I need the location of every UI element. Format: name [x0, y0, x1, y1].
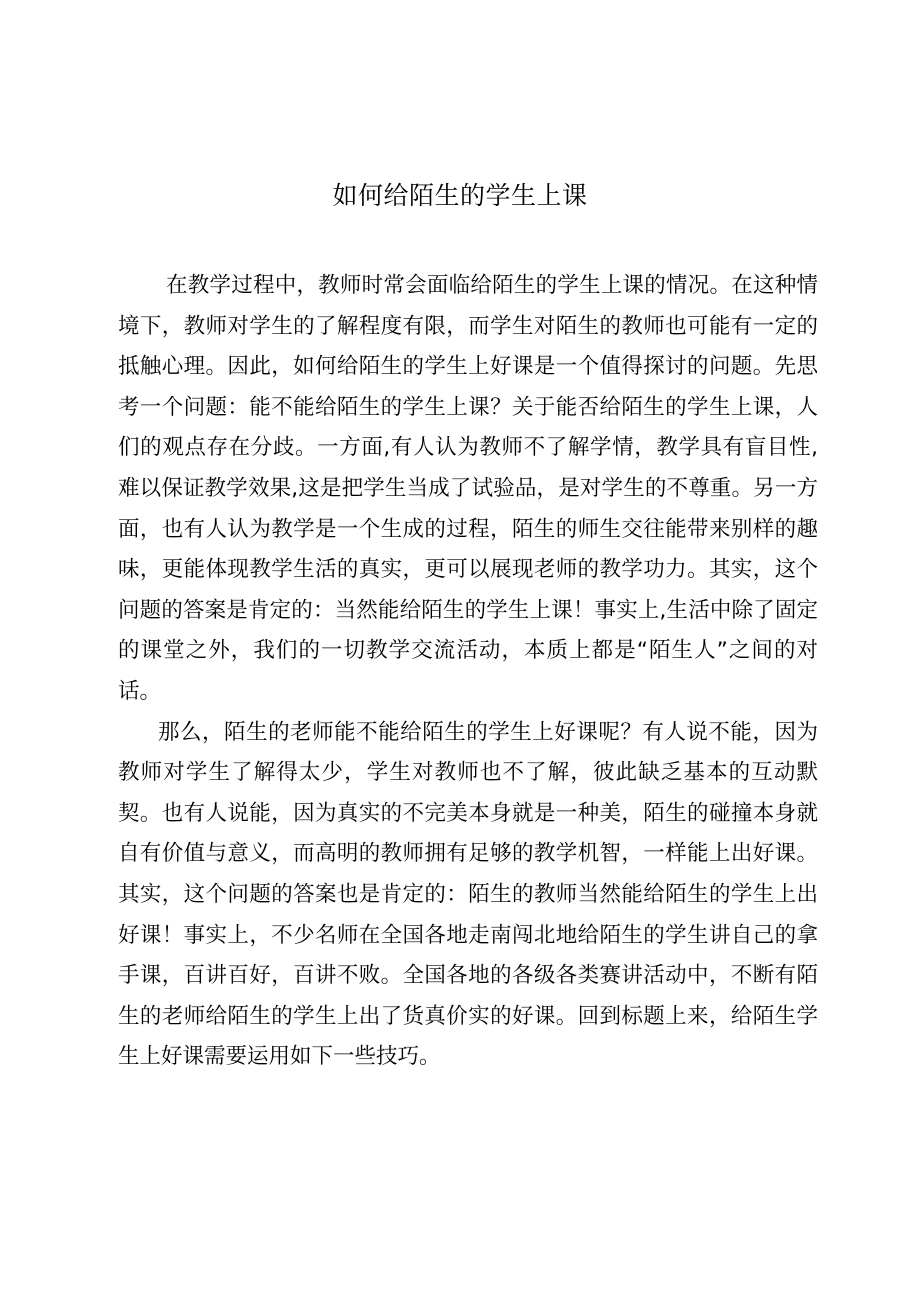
document-title: 如何给陌生的学生上课 — [332, 181, 588, 210]
document-body — [118, 266, 818, 1078]
paragraph-1: 在教学过程中，教师时常会面临给陌生的学生上课的情况。在这种情境下，教师对学生的了解程度有限，而学生对陌生的教师也可能有一定的抵触心理。因此，如何给陌生的学生上好课是一个值得探讨的问题。先思考一个问题：能不能给陌生的学生上课？关于能否给陌生的学生上课，人们的观点存在分歧。一方面,有人认为教师不了解学情，教学具有盲目性,难以保证教学效果,这是把学生当成了试验品，是对学生的不尊重。另一方面，也有人认为教学是一个生成的过程，陌生的师生交往能带来别样的趣味，更能体现教学生活的真实，更可以展现老师的教学功力。其实，这个问题的答案是肯定的：当然能给陌生的学生上课！事实上,生活中除了固定的课堂之外，我们的一切教学交流活动，本质上都是“陌生人”之间的对话。 — [118, 273, 818, 704]
paragraph-2: 那么，陌生的老师能不能给陌生的学生上好课呢？有人说不能，因为教师对学生了解得太少，学生对教师也不了解，彼此缺乏基本的互动默契。也有人说能，因为真实的不完美本身就是一种美，陌生的碰撞本身就自有价值与意义，而高明的教师拥有足够的教学机智，一样能上出好课。其实，这个问题的答案也是肯定的：陌生的教师当然能给陌生的学生上出好课！事实上，不少名师在全国各地走南闯北地给陌生的学生讲自己的拿手课，百讲百好，百讲不败。全国各地的各级各类赛讲活动中，不断有陌生的老师给陌生的学生上出了货真价实的好课。回到标题上来，给陌生学生上好课需要运用如下一些技巧。 — [118, 719, 818, 1070]
